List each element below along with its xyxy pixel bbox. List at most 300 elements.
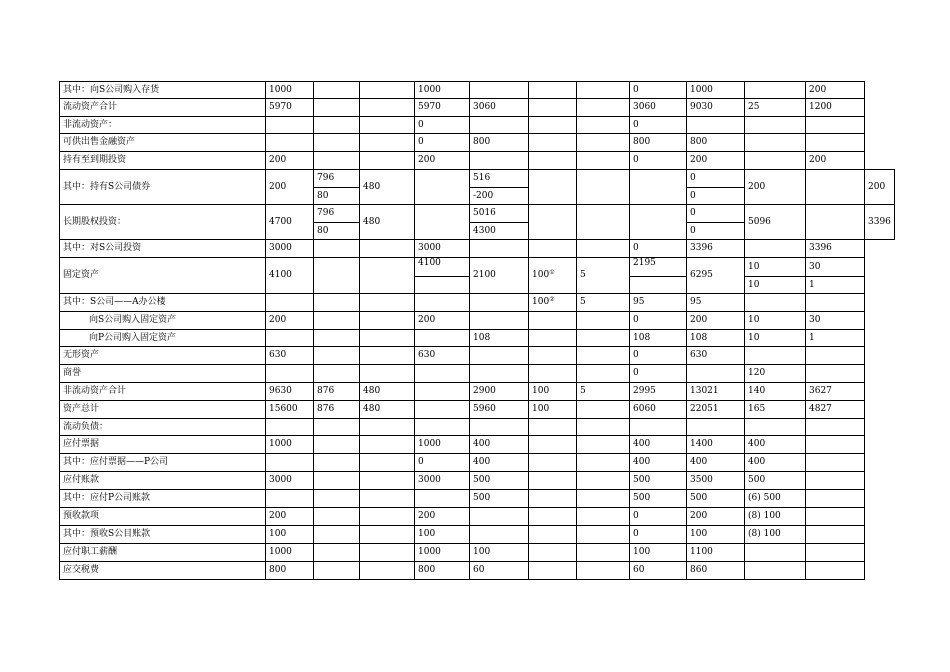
cell: 4100 (415, 258, 470, 277)
cell (360, 526, 415, 544)
row-label: 固定资产 (60, 258, 266, 294)
table-row (60, 99, 895, 117)
cell (314, 562, 360, 580)
cell (577, 490, 630, 508)
cell: 140 (745, 383, 806, 401)
cell (577, 347, 630, 365)
cell (314, 472, 360, 490)
cell: 15600 (266, 401, 314, 419)
cell: 1 (806, 330, 865, 347)
cell (745, 562, 806, 580)
cell: 200 (806, 82, 865, 99)
row-label: 向P公司购入固定资产 (60, 330, 266, 347)
row-label: 应付票据 (60, 436, 266, 454)
cell: 200 (687, 152, 745, 170)
cell (266, 419, 314, 436)
cell (529, 294, 577, 312)
cell: 3396 (687, 240, 745, 258)
cell: 3396 (806, 240, 865, 258)
cell: 5096 (745, 205, 806, 240)
cell (360, 330, 415, 347)
cell (266, 454, 314, 472)
cell (470, 240, 529, 258)
cell (360, 562, 415, 580)
cell: 400 (470, 436, 529, 454)
cell (577, 205, 630, 240)
cell: 200 (266, 170, 314, 205)
row-label: 其中：向S公司购入存货 (60, 82, 266, 99)
cell: 4100 (266, 258, 314, 294)
cell (360, 508, 415, 526)
cell (806, 544, 865, 562)
cell (360, 117, 415, 134)
cell: 200 (865, 170, 895, 205)
cell (360, 490, 415, 508)
table-row (60, 258, 895, 277)
cell: 9030 (687, 99, 745, 117)
cell: 3000 (415, 240, 470, 258)
cell: 480 (360, 383, 415, 401)
cell: 1 (806, 277, 865, 294)
cell (577, 562, 630, 580)
cell: 2900 (470, 383, 529, 401)
consolidation-worksheet (59, 81, 895, 580)
cell (314, 294, 360, 312)
cell: 0 (630, 526, 687, 544)
cell (415, 170, 470, 205)
cell (577, 117, 630, 134)
cell (687, 365, 745, 383)
cell: 100 (470, 544, 529, 562)
table-row (60, 134, 895, 152)
cell (360, 134, 415, 152)
cell (577, 312, 630, 330)
cell: 2995 (630, 383, 687, 401)
cell: 4300 (470, 223, 529, 240)
cell: 2195 (630, 258, 687, 277)
cell: 100 (266, 526, 314, 544)
cell (470, 82, 529, 99)
cell (529, 365, 577, 383)
cell: 100 (529, 383, 577, 401)
row-label: 其中：持有S公司债券 (60, 170, 266, 205)
cell: 10 (745, 330, 806, 347)
cell (577, 330, 630, 347)
cell: 200 (745, 170, 806, 205)
cell (630, 419, 687, 436)
cell (470, 526, 529, 544)
cell (360, 258, 415, 294)
cell: 200 (266, 312, 314, 330)
cell (529, 99, 577, 117)
cell (360, 454, 415, 472)
cell (470, 365, 529, 383)
cell (314, 436, 360, 454)
cell: 10 (745, 312, 806, 330)
cell (529, 436, 577, 454)
cell (314, 240, 360, 258)
cell: 480 (360, 170, 415, 205)
cell: 108 (687, 330, 745, 347)
row-label: 长期股权投资： (60, 205, 266, 240)
cell: 3060 (470, 99, 529, 117)
table-row (60, 365, 895, 383)
cell: 30 (806, 312, 865, 330)
table-row (60, 562, 895, 580)
cell: 120 (745, 365, 806, 383)
cell: 5 (577, 383, 630, 401)
cell (577, 240, 630, 258)
cell (687, 117, 745, 134)
cell: 2100 (470, 258, 529, 294)
cell (360, 544, 415, 562)
cell (806, 134, 865, 152)
cell: 100 (630, 544, 687, 562)
cell: 400 (745, 454, 806, 472)
cell: 0 (630, 240, 687, 258)
cell (360, 419, 415, 436)
cell: 0 (687, 188, 745, 205)
cell: 0 (630, 312, 687, 330)
table-row (60, 82, 895, 99)
cell (314, 454, 360, 472)
cell (577, 365, 630, 383)
cell: 0 (415, 134, 470, 152)
row-label: 应付职工薪酬 (60, 544, 266, 562)
cell: 200 (415, 508, 470, 526)
cell: 3000 (266, 472, 314, 490)
cell (314, 330, 360, 347)
cell: 10 (745, 258, 806, 277)
cell: 800 (630, 134, 687, 152)
cell (806, 170, 865, 205)
cell: 4827 (806, 401, 865, 419)
cell: 800 (470, 134, 529, 152)
cell: 400 (745, 436, 806, 454)
cell: 630 (266, 347, 314, 365)
cell (415, 365, 470, 383)
cell (470, 117, 529, 134)
cell (806, 347, 865, 365)
cell: 1000 (266, 82, 314, 99)
cell (360, 472, 415, 490)
cell: -200 (470, 188, 529, 205)
cell (687, 419, 745, 436)
cell: 1000 (266, 436, 314, 454)
cell: 630 (415, 347, 470, 365)
cell (314, 82, 360, 99)
cell: 860 (687, 562, 745, 580)
table-row (60, 490, 895, 508)
cell (360, 347, 415, 365)
cell: 0 (415, 117, 470, 134)
cell (630, 205, 687, 240)
cell (529, 312, 577, 330)
cell: 95 (630, 294, 687, 312)
cell: 25 (745, 99, 806, 117)
table-row (60, 117, 895, 134)
cell: 100 (529, 401, 577, 419)
cell: 0 (687, 205, 745, 223)
cell (529, 170, 577, 205)
cell (806, 436, 865, 454)
table-row (60, 419, 895, 436)
cell: 800 (687, 134, 745, 152)
cell (314, 508, 360, 526)
cell (529, 152, 577, 170)
cell (577, 454, 630, 472)
cell (415, 383, 470, 401)
cell: 5960 (470, 401, 529, 419)
row-label: 非流动资产合计 (60, 383, 266, 401)
cell (266, 330, 314, 347)
cell: 200 (266, 508, 314, 526)
cell (314, 258, 360, 294)
row-label: 应交税费 (60, 562, 266, 580)
table-row (60, 544, 895, 562)
table-row (60, 170, 895, 188)
cell: 1100 (687, 544, 745, 562)
cell: 500 (630, 472, 687, 490)
cell: 1000 (415, 544, 470, 562)
cell (529, 508, 577, 526)
cell (266, 365, 314, 383)
cell (360, 365, 415, 383)
cell: 800 (415, 562, 470, 580)
cell: 6295 (687, 258, 745, 294)
cell (529, 117, 577, 134)
cell: 3060 (630, 99, 687, 117)
row-label: 其中：应付票据——P公司 (60, 454, 266, 472)
cell: 5970 (266, 99, 314, 117)
cell: 480 (360, 401, 415, 419)
cell: 100 (415, 526, 470, 544)
cell: 3396 (865, 205, 895, 240)
footnote-marker: ② (549, 296, 555, 303)
cell: 0 (630, 117, 687, 134)
cell: 0 (630, 82, 687, 99)
cell (806, 526, 865, 544)
cell: 500 (687, 490, 745, 508)
cell (577, 152, 630, 170)
cell (314, 117, 360, 134)
cell: 400 (630, 436, 687, 454)
cell (806, 562, 865, 580)
cell: 0 (630, 365, 687, 383)
cell (577, 526, 630, 544)
row-label: 资产总计 (60, 401, 266, 419)
cell-value: 100 (532, 270, 550, 280)
cell (470, 152, 529, 170)
cell (806, 294, 865, 312)
cell (806, 205, 865, 240)
cell (314, 526, 360, 544)
table-row (60, 347, 895, 365)
table-row (60, 436, 895, 454)
cell (529, 258, 577, 294)
cell (806, 117, 865, 134)
cell: 500 (470, 472, 529, 490)
cell (529, 205, 577, 240)
cell (415, 490, 470, 508)
cell (314, 99, 360, 117)
cell (529, 472, 577, 490)
cell: 876 (314, 401, 360, 419)
row-label: 其中：对S公司投资 (60, 240, 266, 258)
cell (745, 152, 806, 170)
cell (745, 82, 806, 99)
cell: (6) 500 (745, 490, 806, 508)
cell (529, 526, 577, 544)
table-row (60, 526, 895, 544)
cell (266, 117, 314, 134)
cell (415, 419, 470, 436)
cell (577, 82, 630, 99)
cell: 1000 (687, 82, 745, 99)
cell (314, 312, 360, 330)
cell (630, 277, 687, 294)
cell: 200 (266, 152, 314, 170)
cell (745, 117, 806, 134)
cell: 796 (314, 170, 360, 188)
table-row (60, 472, 895, 490)
cell (314, 134, 360, 152)
cell: 100 (687, 526, 745, 544)
table-row (60, 401, 895, 419)
cell: 796 (314, 205, 360, 223)
cell (360, 240, 415, 258)
cell (577, 419, 630, 436)
cell (745, 294, 806, 312)
table-row (60, 312, 895, 330)
row-label: 可供出售金融资产 (60, 134, 266, 152)
cell: 500 (745, 472, 806, 490)
cell: 4700 (266, 205, 314, 240)
cell: 1200 (806, 99, 865, 117)
cell (806, 454, 865, 472)
cell: 800 (266, 562, 314, 580)
cell (470, 419, 529, 436)
cell: 60 (630, 562, 687, 580)
row-label: 预收款项 (60, 508, 266, 526)
cell (470, 508, 529, 526)
cell: 400 (687, 454, 745, 472)
table-row (60, 294, 895, 312)
cell (577, 134, 630, 152)
cell (529, 82, 577, 99)
cell (529, 490, 577, 508)
cell (314, 490, 360, 508)
cell (415, 205, 470, 240)
cell: 6060 (630, 401, 687, 419)
cell: 500 (630, 490, 687, 508)
cell (360, 436, 415, 454)
cell (806, 365, 865, 383)
cell (745, 347, 806, 365)
cell (630, 170, 687, 205)
cell: 80 (314, 223, 360, 240)
cell (745, 134, 806, 152)
cell (806, 490, 865, 508)
cell (415, 401, 470, 419)
table-row (60, 152, 895, 170)
cell: 1400 (687, 436, 745, 454)
cell (470, 294, 529, 312)
cell (314, 544, 360, 562)
cell: 13021 (687, 383, 745, 401)
row-label: 应付账款 (60, 472, 266, 490)
cell (360, 99, 415, 117)
row-label: 流动负债： (60, 419, 266, 436)
cell: 3000 (266, 240, 314, 258)
cell (529, 347, 577, 365)
cell (577, 508, 630, 526)
cell: 1000 (415, 436, 470, 454)
row-label: 其中：预收S公目账款 (60, 526, 266, 544)
row-label: 商誉 (60, 365, 266, 383)
row-label: 向S公司购入固定资产 (60, 312, 266, 330)
cell (314, 419, 360, 436)
cell: 0 (630, 152, 687, 170)
cell (266, 134, 314, 152)
cell (470, 312, 529, 330)
cell-value: 100 (532, 297, 550, 307)
cell: 9630 (266, 383, 314, 401)
cell: 108 (470, 330, 529, 347)
cell (314, 152, 360, 170)
cell: 876 (314, 383, 360, 401)
cell (266, 294, 314, 312)
cell (529, 240, 577, 258)
cell: 60 (470, 562, 529, 580)
row-label: 其中：S公司——A办公楼 (60, 294, 266, 312)
cell (577, 544, 630, 562)
cell: 400 (630, 454, 687, 472)
cell (577, 472, 630, 490)
cell (415, 277, 470, 294)
cell: 200 (415, 152, 470, 170)
cell (577, 436, 630, 454)
cell (314, 347, 360, 365)
cell: 200 (415, 312, 470, 330)
cell: 10 (745, 277, 806, 294)
cell: 5 (577, 258, 630, 294)
table-row (60, 454, 895, 472)
cell: 5016 (470, 205, 529, 223)
cell: 0 (630, 508, 687, 526)
row-label: 持有至到期投资 (60, 152, 266, 170)
cell: 200 (687, 508, 745, 526)
row-label: 非流动资产： (60, 117, 266, 134)
cell: 1000 (266, 544, 314, 562)
cell (360, 82, 415, 99)
row-label: 其中：应付P公司账款 (60, 490, 266, 508)
cell (314, 365, 360, 383)
cell (806, 508, 865, 526)
cell: 516 (470, 170, 529, 188)
cell: 500 (470, 490, 529, 508)
cell (577, 401, 630, 419)
cell (745, 544, 806, 562)
table-row (60, 508, 895, 526)
cell (577, 170, 630, 205)
table-row (60, 240, 895, 258)
table-row (60, 383, 895, 401)
cell: 3627 (806, 383, 865, 401)
cell (415, 294, 470, 312)
cell: 480 (360, 205, 415, 240)
cell: 3000 (415, 472, 470, 490)
